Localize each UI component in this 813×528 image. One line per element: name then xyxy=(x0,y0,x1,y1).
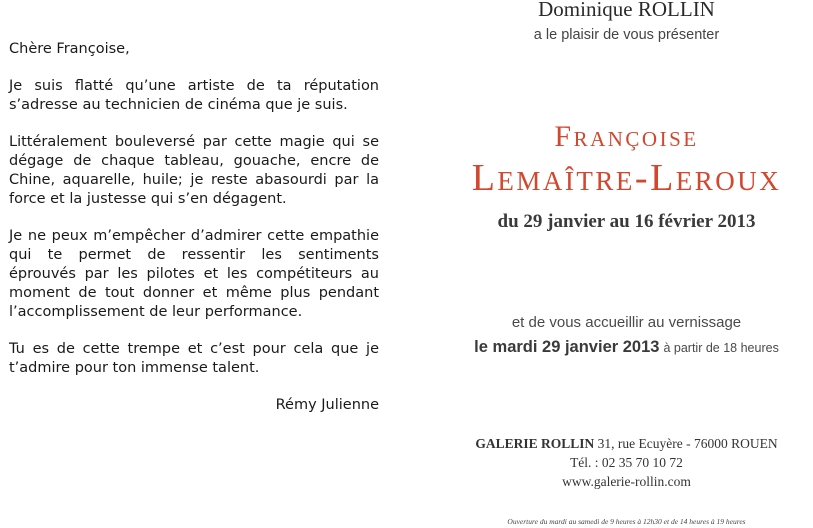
letter-salutation: Chère Françoise, xyxy=(9,41,130,57)
gallery-address: 31, rue Ecuyère - 76000 ROUEN xyxy=(597,436,778,451)
artist-first-name: Françoise xyxy=(554,120,699,153)
gallery-phone: Tél. : 02 35 70 10 72 xyxy=(570,455,683,470)
letter-paragraph-3: Je ne peux m’empêcher d’admirer cette empathie qui te permet de ressentir les sentiments éprouvés par les pilotes et les compétiteurs au moment de tout donner et même plus pendant l’accomplissement de leur performance. xyxy=(9,228,379,320)
vernissage-intro: et de vous accueillir au vernissage xyxy=(511,314,742,331)
gallery-address-line xyxy=(440,436,813,452)
vernissage-date: le mardi 29 janvier 2013 xyxy=(474,338,660,356)
letter-signature: Rémy Julienne xyxy=(275,397,379,413)
opening-hours: Ouverture du mardi au samedi de 9 heures à 12h30 et de 14 heures à 19 heures xyxy=(507,517,746,526)
letter-column xyxy=(9,40,379,433)
host-intro: a le plaisir de vous présenter xyxy=(533,27,720,43)
letter-paragraph-4: Tu es de cette trempe et c’est pour cela que je t’admire pour ton immense talent. xyxy=(9,341,379,376)
gallery-website[interactable]: www.galerie-rollin.com xyxy=(562,474,691,489)
vernissage-time: à partir de 18 heures xyxy=(663,341,779,355)
invitation-column xyxy=(440,0,813,528)
letter-paragraph-2: Littéralement bouleversé par cette magie qui se dégage de chaque tableau, gouache, encre de Chine, aquarelle, huile; je reste abasourdi par la force et la justesse qui s’en dégagent. xyxy=(9,134,379,207)
vernissage-line xyxy=(440,338,813,357)
gallery-name: GALERIE ROLLIN xyxy=(475,436,595,451)
exhibition-dates: du 29 janvier au 16 février 2013 xyxy=(497,211,756,232)
letter-paragraph-1: Je suis flatté qu’une artiste de ta réputation s’adresse au technicien de cinéma que je suis. xyxy=(9,78,379,113)
artist-last-name: Lemaître-Leroux xyxy=(471,157,782,199)
host-name: Dominique ROLLIN xyxy=(538,0,715,21)
